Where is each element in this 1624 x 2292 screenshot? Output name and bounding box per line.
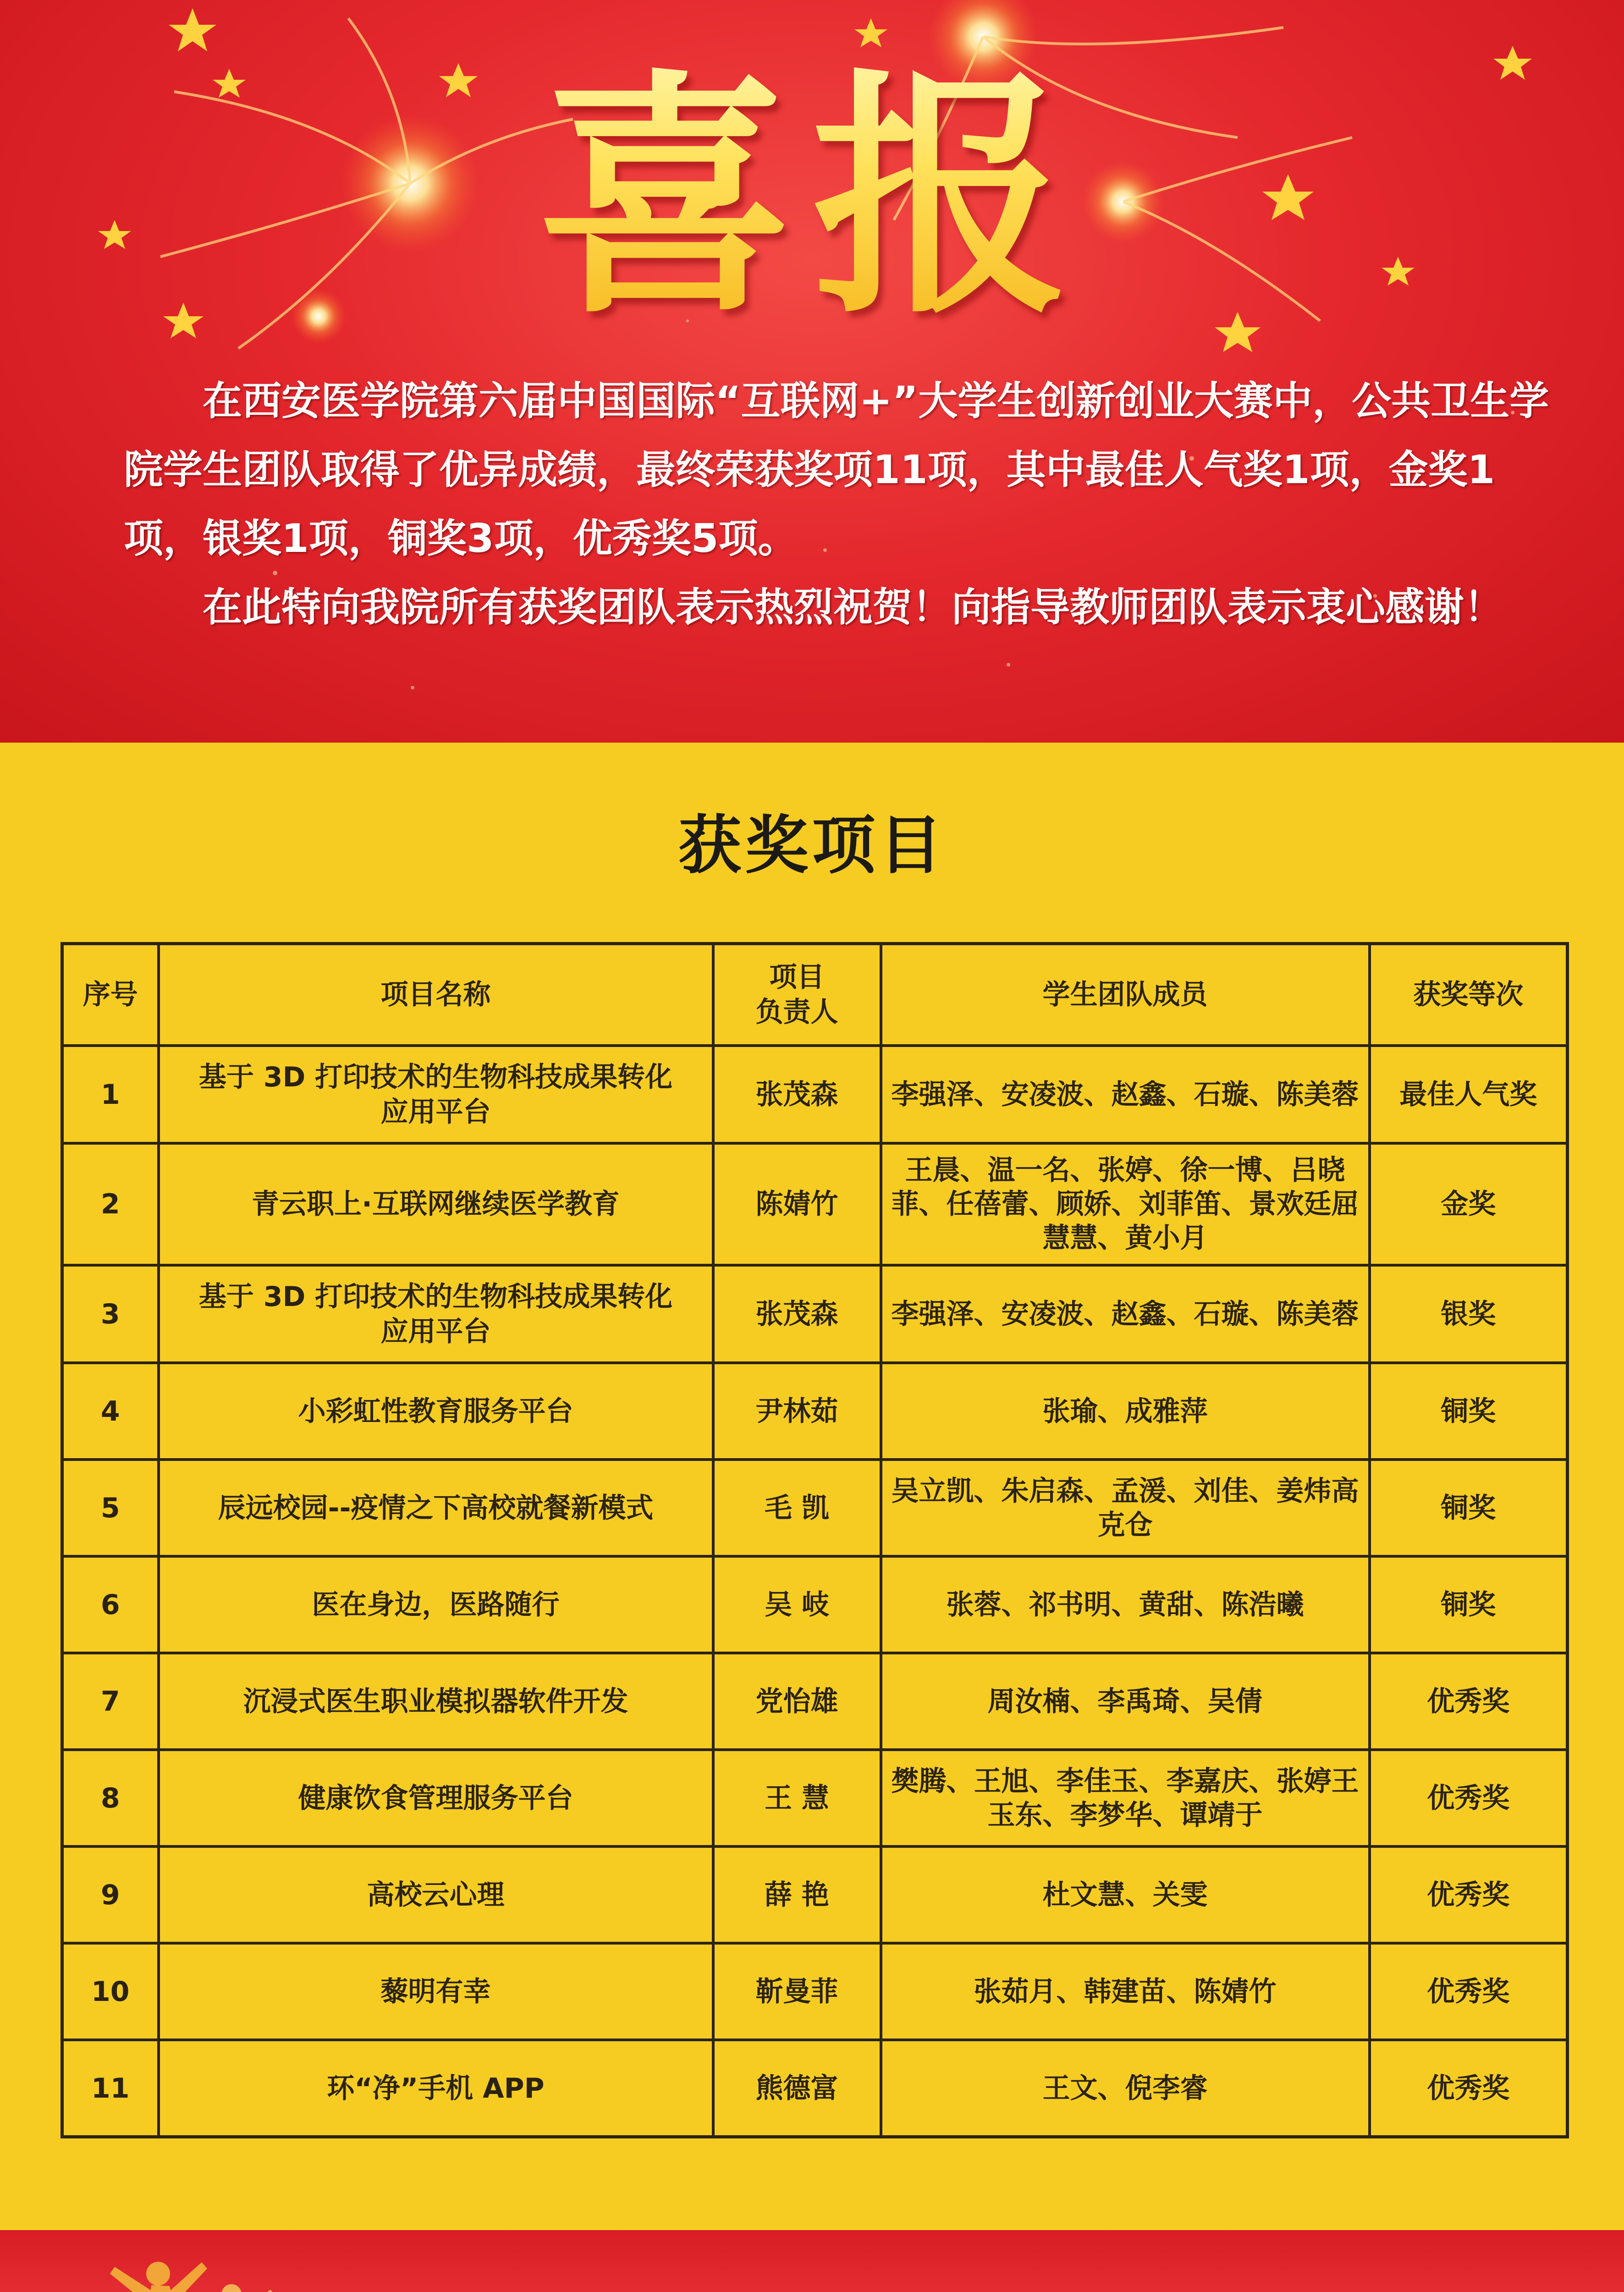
cell-leader: 党怡雄 (713, 1653, 881, 1750)
cell-project: 环“净”手机 APP (159, 2040, 713, 2137)
header-members: 学生团队成员 (881, 944, 1370, 1046)
runners-illustration (91, 2262, 323, 2292)
table-row (62, 1556, 1568, 1653)
cell-project: 辰远校园--疫情之下高校就餐新模式 (159, 1460, 713, 1556)
banner (0, 0, 1624, 743)
cell-leader: 王 慧 (713, 1750, 881, 1846)
table-row (62, 1265, 1568, 1363)
intro-paragraph-1: 在西安医学院第六届中国国际“互联网+”大学生创新创业大赛中，公共卫生学院学生团队取得了优异成绩，最终荣获奖项11项，其中最佳人气奖1项，金奖1项，银奖1项，铜奖3项，优秀奖5项。 (124, 378, 1549, 562)
cell-award: 优秀奖 (1370, 2040, 1568, 2137)
footer-banner (0, 2230, 1624, 2292)
cell-members: 杜文慧、关雯 (881, 1846, 1370, 1943)
cell-project: 医在身边，医路随行 (159, 1556, 713, 1653)
cell-leader: 熊德富 (713, 2040, 881, 2137)
cell-leader: 张茂森 (713, 1046, 881, 1143)
table-row (62, 1943, 1568, 2040)
cell-award: 铜奖 (1370, 1363, 1568, 1460)
cell-members: 吴立凯、朱启森、孟湲、刘佳、姜炜高克仓 (881, 1460, 1370, 1556)
cell-award: 铜奖 (1370, 1556, 1568, 1653)
cell-award: 优秀奖 (1370, 1653, 1568, 1750)
cell-project: 藜明有幸 (159, 1943, 713, 2040)
cell-project: 基于 3D 打印技术的生物科技成果转化应用平台 (159, 1046, 713, 1143)
section-title: 获奖项目 (678, 809, 946, 882)
intro-paragraph-2: 在此特向我院所有获奖团队表示热烈祝贺！向指导教师团队表示衷心感谢！ (203, 584, 1503, 630)
cell-award: 银奖 (1370, 1265, 1568, 1363)
cell-leader: 张茂森 (713, 1265, 881, 1363)
cell-leader: 靳曼菲 (713, 1943, 881, 2040)
cell-index: 3 (62, 1265, 159, 1363)
cell-members: 张瑜、成雅萍 (881, 1363, 1370, 1460)
cell-project: 高校云心理 (159, 1846, 713, 1943)
header-index: 序号 (62, 944, 159, 1046)
cell-award: 铜奖 (1370, 1460, 1568, 1556)
cell-leader: 吴 岐 (713, 1556, 881, 1653)
cell-members: 周汝楠、李禹琦、吴倩 (881, 1653, 1370, 1750)
header-award: 获奖等次 (1370, 944, 1568, 1046)
cell-leader: 陈婧竹 (713, 1143, 881, 1265)
header-leader (713, 944, 881, 1046)
cell-leader: 薛 艳 (713, 1846, 881, 1943)
cell-project: 健康饮食管理服务平台 (159, 1750, 713, 1846)
cell-index: 7 (62, 1653, 159, 1750)
cell-index: 8 (62, 1750, 159, 1846)
cell-index: 9 (62, 1846, 159, 1943)
table-row (62, 1846, 1568, 1943)
cell-members: 樊腾、王旭、李佳玉、李嘉庆、张婷王玉东、李梦华、谭靖于 (881, 1750, 1370, 1846)
cell-project: 沉浸式医生职业模拟器软件开发 (159, 1653, 713, 1750)
cell-award: 优秀奖 (1370, 1750, 1568, 1846)
cell-award: 优秀奖 (1370, 1846, 1568, 1943)
cell-members: 李强泽、安凌波、赵鑫、石璇、陈美蓉 (881, 1046, 1370, 1143)
cell-leader: 毛 凯 (713, 1460, 881, 1556)
cell-index: 11 (62, 2040, 159, 2137)
cell-award: 最佳人气奖 (1370, 1046, 1568, 1143)
table-row (62, 1143, 1568, 1265)
table-row (62, 1046, 1568, 1143)
cell-index: 10 (62, 1943, 159, 2040)
footer-decoration (0, 2230, 1624, 2292)
table-row (62, 2040, 1568, 2137)
table-row (62, 1653, 1568, 1750)
cell-index: 4 (62, 1363, 159, 1460)
intro-text (124, 367, 1549, 642)
cell-index: 6 (62, 1556, 159, 1653)
cell-project: 青云职上·互联网继续医学教育 (159, 1143, 713, 1265)
awards-table (61, 942, 1569, 2138)
cell-members: 张茹月、韩建苗、陈婧竹 (881, 1943, 1370, 2040)
cell-project: 基于 3D 打印技术的生物科技成果转化应用平台 (159, 1265, 713, 1363)
cell-index: 2 (62, 1143, 159, 1265)
cell-award: 优秀奖 (1370, 1943, 1568, 2040)
cell-members: 王晨、温一名、张婷、徐一博、吕晓菲、任蓓蕾、顾娇、刘菲笛、景欢廷屈慧慧、黄小月 (881, 1143, 1370, 1265)
awards-panel (0, 743, 1624, 2230)
cell-project: 小彩虹性教育服务平台 (159, 1363, 713, 1460)
cell-members: 李强泽、安凌波、赵鑫、石璇、陈美蓉 (881, 1265, 1370, 1363)
cell-leader: 尹林茹 (713, 1363, 881, 1460)
cell-index: 1 (62, 1046, 159, 1143)
cell-award: 金奖 (1370, 1143, 1568, 1265)
header-leader-line1: 项目 (769, 961, 825, 993)
cell-members: 王文、倪李睿 (881, 2040, 1370, 2137)
cell-index: 5 (62, 1460, 159, 1556)
header-leader-line2: 负责人 (755, 996, 838, 1028)
table-row (62, 1750, 1568, 1846)
cell-members: 张蓉、祁书明、黄甜、陈浩曦 (881, 1556, 1370, 1653)
table-row (62, 1363, 1568, 1460)
headline-title: 喜报 (0, 37, 1624, 358)
table-row (62, 1460, 1568, 1556)
table-header-row (62, 944, 1568, 1046)
header-project: 项目名称 (159, 944, 713, 1046)
